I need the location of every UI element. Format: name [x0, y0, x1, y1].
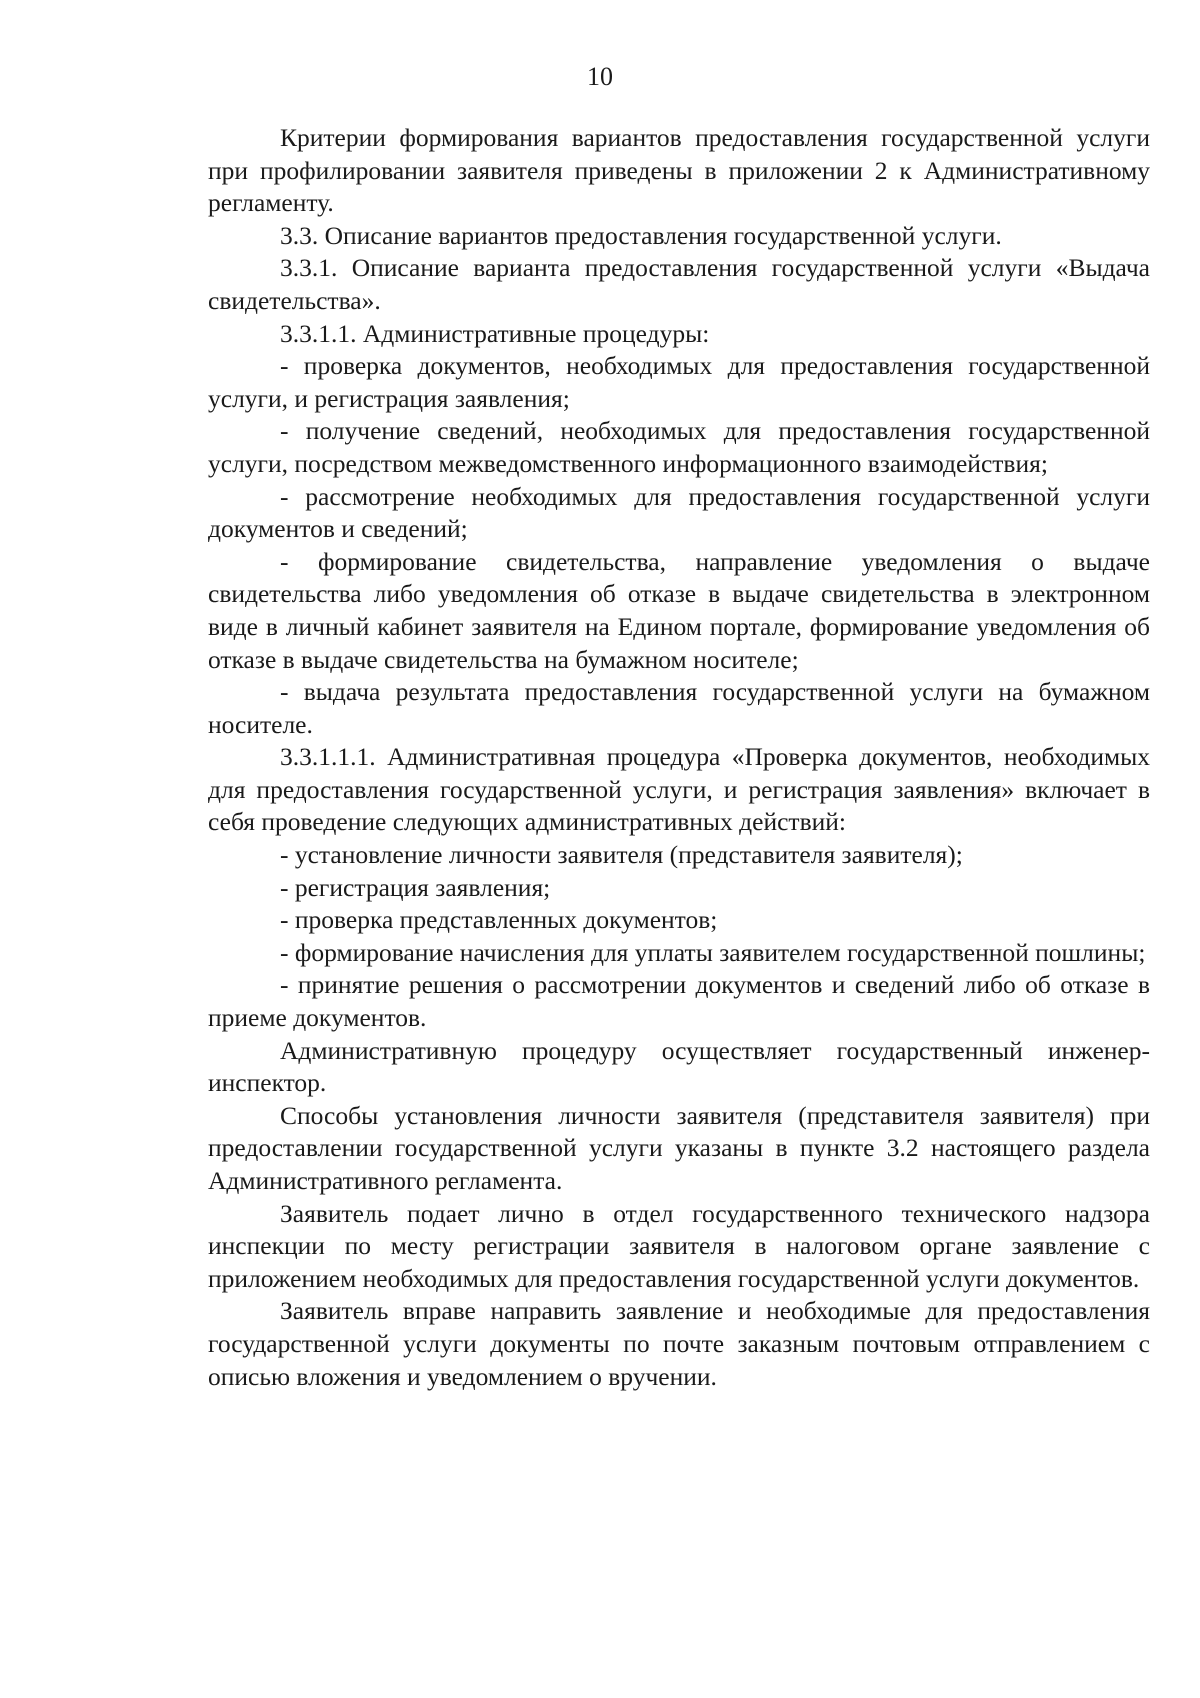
paragraph-in-person-submission: Заявитель подает лично в отдел государственного технического надзора инспекции по месту регистрации заявителя в налоговом органе заявление с приложением необходимых для предоставления государственной услуги документов. — [208, 1198, 1150, 1293]
list-item-documents-check: - проверка представленных документов; — [280, 905, 718, 935]
list-item-fee-accrual: - формирование начисления для уплаты заявителем государственной пошлины; — [280, 937, 1146, 967]
paragraph-profiling-criteria: Критерии формирования вариантов предоставления государственной услуги при профилировании заявителя приведены в приложении 2 к Административному регламенту. — [208, 123, 1150, 218]
list-item-review: - рассмотрение необходимых для предоставления государственной услуги документов и сведений; — [208, 481, 1150, 544]
list-item-document-check: - проверка документов, необходимых для предоставления государственной услуги, и регистрация заявления; — [208, 351, 1150, 413]
list-item-result-issue: - выдача результата предоставления государственной услуги на бумажном носителе. — [208, 677, 1150, 739]
paragraph-section-3-3: 3.3. Описание вариантов предоставления государственной услуги. — [280, 220, 1002, 250]
paragraph-identity-methods: Способы установления личности заявителя (представителя заявителя) при предоставлении государственной услуги указаны в пункте 3.2 настоящего раздела Административного регламента. — [208, 1100, 1150, 1195]
page-number: 10 — [587, 62, 613, 91]
list-item-certificate-forming: - формирование свидетельства, направление уведомления о выдаче свидетельства либо уведомления об отказе в выдаче свидетельства в электронном виде в личный кабинет заявителя на Едином портале, формирование уведомления об отказе в выдаче свидетельства на бумажном носителе; — [208, 546, 1150, 674]
paragraph-section-3-3-1: 3.3.1. Описание варианта предоставления государственной услуги «Выдача свидетельства». — [208, 253, 1150, 315]
paragraph-inspector: Административную процедуру осуществляет государственный инженер-инспектор. — [208, 1035, 1150, 1098]
list-item-interagency-info: - получение сведений, необходимых для предоставления государственной услуги, посредством межведомственного информационного взаимодействия; — [208, 416, 1150, 478]
document-body — [208, 122, 1150, 1393]
paragraph-section-3-3-1-1: 3.3.1.1. Административные процедуры: — [280, 318, 710, 348]
list-item-identity: - установление личности заявителя (представителя заявителя); — [280, 840, 963, 870]
paragraph-section-3-3-1-1-1: 3.3.1.1.1. Административная процедура «Проверка документов, необходимых для предоставления государственной услуги, и регистрация заявления» включает в себя проведение следующих административных действий: — [208, 742, 1150, 837]
list-item-decision: - принятие решения о рассмотрении документов и сведений либо об отказе в приеме документов. — [208, 970, 1150, 1033]
paragraph-postal-submission: Заявитель вправе направить заявление и необходимые для предоставления государственной услуги документы по почте заказным почтовым отправлением с описью вложения и уведомлением о вручении. — [208, 1296, 1150, 1391]
list-item-registration: - регистрация заявления; — [280, 872, 551, 902]
